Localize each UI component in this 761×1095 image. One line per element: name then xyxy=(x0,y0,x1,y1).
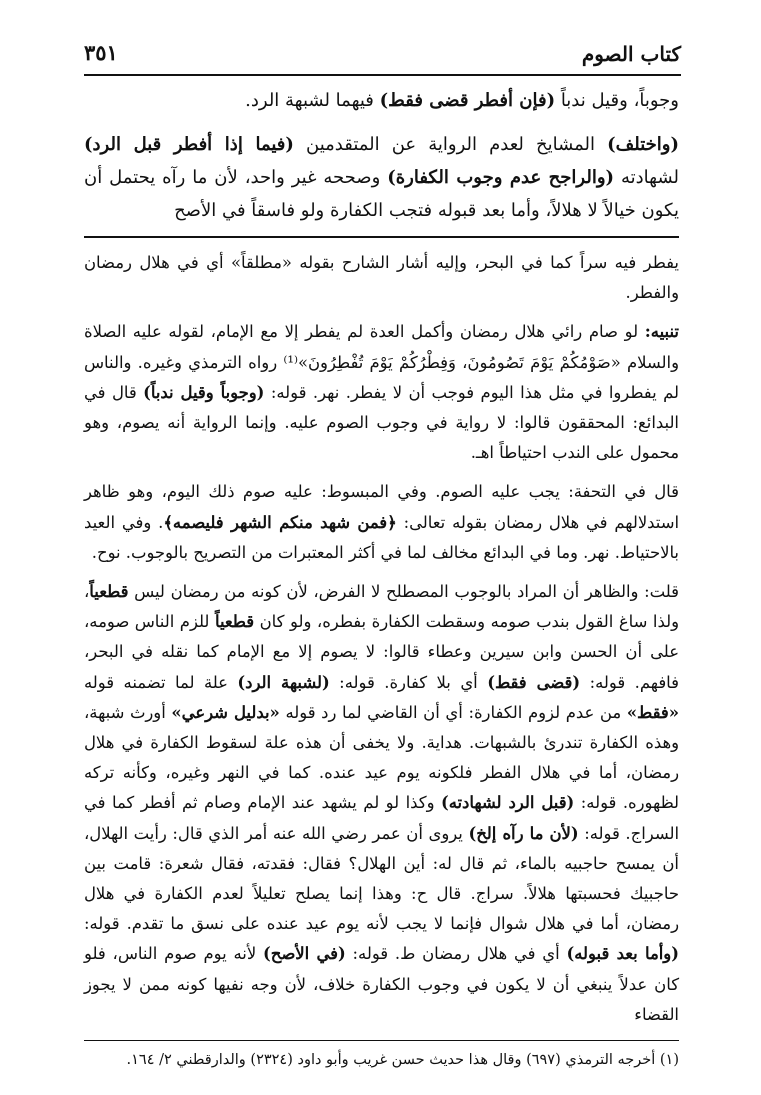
text-run: من عدم لزوم الكفارة: أي أن القاضي لما رد قوله xyxy=(279,702,627,722)
bold-quoted-phrase: قطعياً xyxy=(214,612,255,632)
text-run: قال في البدائع: المحققون قالوا: لا رواية في وجوب الصوم عليه. وإنما الرواية أنه يصوم، وهو محمول على الندب احتياطاً اهـ. xyxy=(84,382,679,463)
bold-quoted-phrase: (واختلف) xyxy=(607,134,679,155)
bold-quoted-phrase: (لأن ما رآه إلخ) xyxy=(468,823,579,843)
text-run: وجوباً، وقيل ندباً xyxy=(555,90,679,111)
text-run: قلت: والظاهر أن المراد بالوجوب المصطلح لا الفرض، لأن كونه من رمضان ليس xyxy=(128,582,679,602)
bold-quoted-phrase: «فقط» xyxy=(626,702,679,722)
footnote: (١) أخرجه الترمذي (٦٩٧) وقال هذا حديث حسن غريب وأبو داود (٢٣٢٤) والدارقطني ٢/ ١٦٤. xyxy=(126,1052,679,1068)
text-run: للزم الناس صومه، على أن الحسن وابن سيرين وعطاء قالوا: لا يصوم إلا مع الإمام كما نقله في البحر، فافهم. قوله: xyxy=(84,612,679,692)
bold-quoted-phrase: (قضى فقط) xyxy=(487,672,581,692)
text-run: لأنه يوم صوم الناس، فلو كان عدلاً ينبغي أن لا يكون في وجوب الكفارة خلاف، لأن وجه نفيها كونه ممن لا يجوز القضاء xyxy=(84,944,679,1024)
bold-quoted-phrase: ﴿فمن شهد منكم الشهر فليصمه﴾ xyxy=(163,512,397,532)
bold-quoted-phrase: «بدليل شرعي» xyxy=(171,702,280,722)
text-run: يروى أن عمر رضي الله عنه أمر الذي قال: رأيت الهلال، أن يمسح حاجبيه بالماء، ثم قال له: أين الهلال؟ فقال: فقدته، فقال شعرة: قامت بين حاجبيك فحسبتها هلالاً. سراج. قال ح: وهذا إنما يصلح تعليلاً لعدم الكفارة في هلال رمضان، أما في هلال شوال فإنما لا يجب لأنه يوم عيد عنده على نسق ما تقدم. قوله: xyxy=(84,823,679,934)
text-run: لشهادته xyxy=(614,167,679,188)
bold-quoted-phrase: (والراجح عدم وجوب الكفارة) xyxy=(387,167,615,188)
bold-quoted-phrase: (فيما إذا أفطر قبل الرد) xyxy=(84,134,294,155)
text-separator-rule xyxy=(84,236,679,238)
bold-quoted-phrase: قطعياً xyxy=(89,582,129,602)
bold-quoted-phrase: (وجوباً وقيل ندباً) xyxy=(143,382,265,402)
text-run: ، ولذا ساغ القول بندب صومه وسقطت الكفارة بفطره، ولو كان xyxy=(84,582,679,632)
sharh-paragraph xyxy=(84,577,679,1030)
bold-quoted-phrase: (قبل الرد لشهادته) xyxy=(440,793,575,813)
bold-quoted-phrase: (لشبهة الرد) xyxy=(237,672,330,692)
bold-quoted-phrase: (في الأصح) xyxy=(262,944,346,964)
bold-quoted-phrase: (فإن أفطر قضى فقط) xyxy=(379,90,556,111)
running-title: كتاب الصوم xyxy=(581,42,681,66)
text-run: . وفي العيد بالاحتياط. نهر. وما في البدائع مخالف لما في أكثر المعتبرات من التصريح بالوجوب. نوح. xyxy=(84,512,679,562)
text-run: لو صام رائي هلال رمضان وأكمل العدة لم يفطر إلا مع الإمام، لقوله عليه الصلاة والسلام «صَوْمُكُمْ يَوْمَ تَصُومُونَ، وَفِطْرُكُمْ يَوْمَ تُفْطِرُونَ»⁽¹⁾ رواه الترمذي وغيره. والناس لم يفطروا في مثل هذا اليوم فوجب أن لا يفطر. نهر. قوله: xyxy=(84,322,680,402)
text-run: يفطر فيه سراً كما في البحر، وإليه أشار الشارح بقوله «مطلقاً» أي في هلال رمضان والفطر. xyxy=(84,253,679,303)
commentary-text xyxy=(84,248,679,1039)
page-header xyxy=(84,36,681,76)
page-number: ٣٥١ xyxy=(84,40,118,65)
text-run: وصححه غير واحد، لأن ما رآه يحتمل أن يكون خيالاً لا هلالاً، وأما بعد قبوله فتجب الكفارة ولو فاسقاً في الأصح xyxy=(84,167,679,221)
matn-paragraph xyxy=(84,128,679,227)
text-run: علة لما تضمنه قوله xyxy=(84,672,238,692)
matn-paragraph xyxy=(84,84,679,117)
sharh-paragraph xyxy=(84,477,679,568)
main-text xyxy=(84,84,679,238)
text-run: أي بلا كفارة. قوله: xyxy=(329,672,488,692)
bold-quoted-phrase: (وأما بعد قبوله) xyxy=(566,944,679,964)
bold-quoted-phrase: تنبيه: xyxy=(644,322,679,342)
text-run: أي في هلال رمضان ط. قوله: xyxy=(345,944,567,964)
sharh-paragraph xyxy=(84,248,679,308)
text-run: وكذا لو لم يشهد عند الإمام وصام ثم أفطر كما في السراج. قوله: xyxy=(84,793,679,843)
text-run: قال في التحفة: يجب عليه الصوم. وفي المبسوط: عليه صوم ذلك اليوم، وهو ظاهر استدلالهم في هلال رمضان بقوله تعالى: xyxy=(84,482,680,532)
text-run: فيهما لشبهة الرد. xyxy=(245,90,380,111)
footnote-separator-rule xyxy=(84,1040,679,1041)
sharh-paragraph xyxy=(84,317,679,468)
text-run: أورث شبهة، وهذه الكفارة تندرئ بالشبهات. هداية. ولا يخفى أن هذه علة لسقوط الكفارة في هلال رمضان، أما في هلال الفطر فلكونه يوم عيد عنده. كما في النهر وغيره، وكأنه تركه لظهوره. قوله: xyxy=(84,702,680,813)
text-run: المشايخ لعدم الرواية عن المتقدمين xyxy=(293,134,608,155)
